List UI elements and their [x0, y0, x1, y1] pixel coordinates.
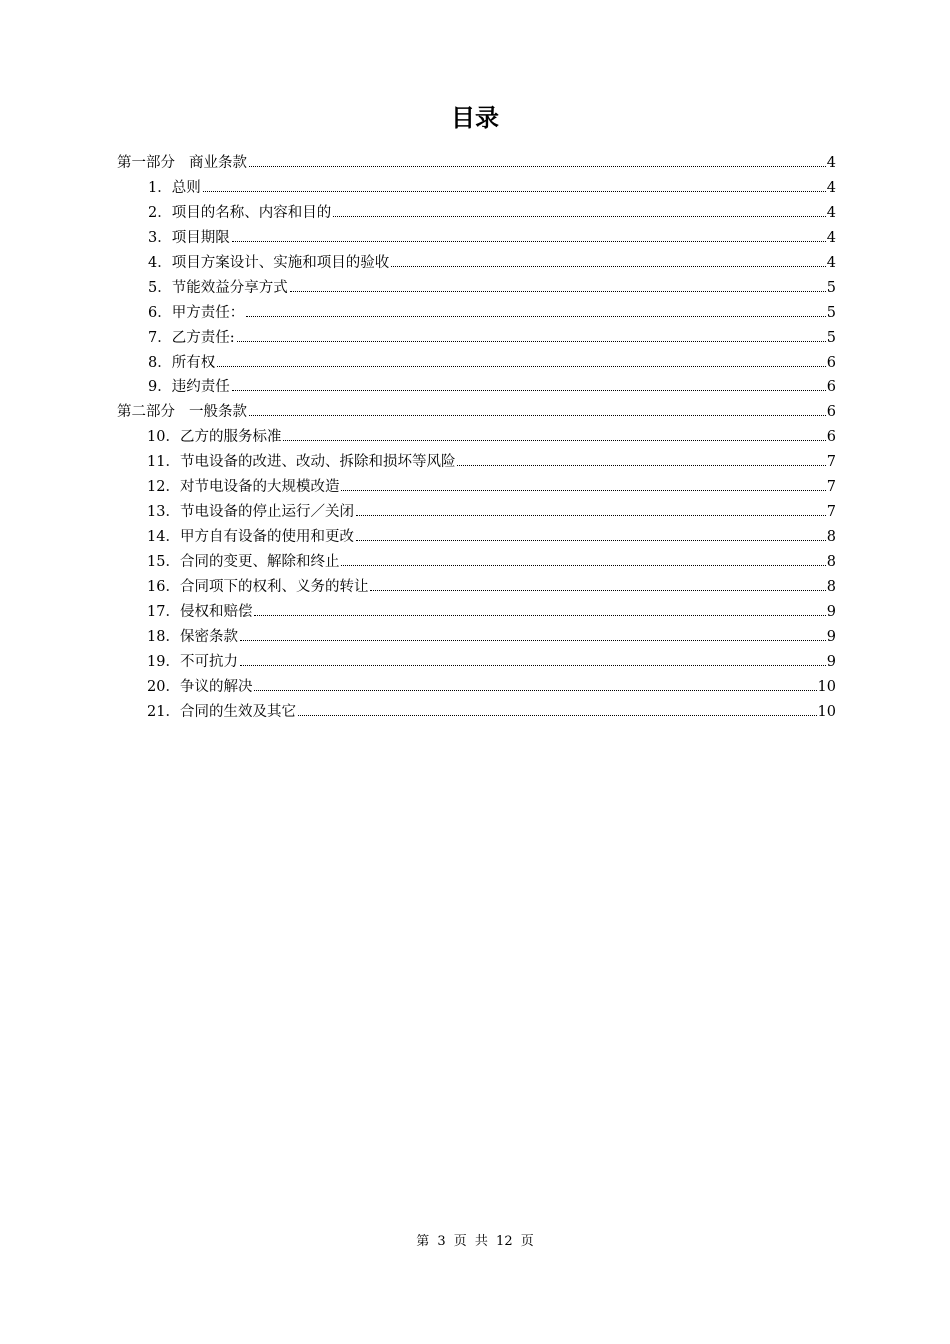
toc-entry-label	[147, 675, 252, 700]
toc-entry[interactable]	[117, 375, 836, 400]
page-title: 目录	[451, 104, 499, 132]
toc-dot-leader	[370, 590, 825, 591]
toc-entry-label	[147, 425, 281, 450]
toc-page-number: 7	[826, 479, 836, 496]
toc-entry[interactable]	[117, 276, 836, 301]
toc-entry-label-text: 第二部分	[117, 404, 175, 421]
toc-entry[interactable]	[117, 151, 836, 176]
toc-dot-leader	[254, 690, 816, 691]
toc-entry-label-text: 10．乙方的服务标准	[147, 429, 282, 446]
toc-entry-label	[148, 226, 230, 251]
toc-page-number: 10	[817, 678, 836, 695]
toc-entry-label	[148, 326, 235, 351]
toc-dot-leader	[237, 341, 826, 342]
toc-entry-label	[147, 475, 339, 500]
toc-entry[interactable]	[117, 525, 836, 550]
toc-entry[interactable]	[117, 450, 836, 475]
toc-entry-label-text: 5．节能效益分享方式	[148, 279, 288, 296]
toc-entry-label-text: 17．侵权和赔偿	[147, 603, 253, 620]
toc-entry-label	[147, 650, 238, 675]
toc-entry[interactable]	[117, 176, 836, 201]
toc-entry-label	[148, 176, 201, 201]
toc-dot-leader	[203, 191, 826, 192]
toc-dot-leader	[298, 715, 817, 716]
toc-entry-label	[148, 276, 288, 301]
toc-entry-label-text: 6．甲方责任：	[148, 304, 245, 321]
toc-page-number: 8	[826, 529, 836, 546]
toc-dot-leader	[240, 665, 826, 666]
toc-entry-label-text: 7．乙方责任:	[148, 329, 235, 346]
toc-entry[interactable]	[117, 475, 836, 500]
toc-entry[interactable]	[117, 301, 836, 326]
toc-entry-label-text: 8．所有权	[148, 354, 216, 371]
toc-dot-leader	[457, 465, 825, 466]
toc-dot-leader	[290, 291, 826, 292]
toc-dot-leader	[391, 266, 826, 267]
toc-page-number: 9	[826, 628, 836, 645]
toc-dot-leader	[240, 640, 826, 641]
toc-entry-label-text: 13．节电设备的停止运行／关闭	[147, 504, 354, 521]
toc-page-number: 4	[826, 229, 836, 246]
toc-entry-label-text: 16．合同项下的权利、义务的转让	[147, 578, 369, 595]
toc-entry-label-text: 18．保密条款	[147, 628, 238, 645]
toc-page-number: 6	[826, 404, 836, 421]
toc-entry-label	[148, 251, 389, 276]
toc-entry-label-text: 11．节电设备的改进、改动、拆除和损坏等风险	[147, 454, 456, 471]
toc-dot-leader	[232, 241, 826, 242]
toc-entry-label	[147, 525, 354, 550]
toc-dot-leader	[356, 540, 826, 541]
toc-page-number: 5	[826, 279, 836, 296]
toc-page-number: 5	[826, 304, 836, 321]
toc-entry-label	[148, 351, 215, 376]
toc-page-number: 6	[826, 429, 836, 446]
toc-page-number: 9	[826, 603, 836, 620]
toc-entry-label-text: 9．违约责任	[148, 379, 230, 396]
toc-dot-leader	[249, 166, 826, 167]
toc-entry-label-text: 15．合同的变更、解除和终止	[147, 554, 340, 570]
toc-page-number: 10	[817, 703, 836, 720]
toc-page-number: 4	[826, 179, 836, 196]
toc-dot-leader	[254, 615, 825, 616]
toc-dot-leader	[249, 415, 826, 416]
toc-page-number: 5	[826, 329, 836, 346]
toc-entry-label	[147, 575, 368, 600]
toc-page-number: 7	[826, 504, 836, 521]
toc-entry-label-text: 19．不可抗力	[147, 653, 238, 670]
toc-dot-leader	[246, 316, 826, 317]
toc-entry-label	[147, 600, 252, 625]
toc-page-number: 8	[826, 578, 836, 595]
page-footer: 第 3 页 共 12 页	[416, 1234, 534, 1249]
toc-entry-subtitle: 商业条款	[189, 155, 247, 171]
toc-entry-label-text: 20．争议的解决	[147, 678, 253, 695]
toc-entry[interactable]	[117, 351, 836, 376]
toc-dot-leader	[356, 515, 826, 516]
toc-entry-label	[148, 375, 230, 400]
toc-page-number: 4	[826, 254, 836, 271]
toc-page-number: 6	[826, 379, 836, 396]
toc-entry[interactable]	[117, 550, 836, 575]
toc-entry[interactable]	[117, 500, 836, 525]
toc-entry-label-text: 1．总则	[148, 179, 201, 196]
toc-entry-label-text: 2．项目的名称、内容和目的	[148, 204, 332, 221]
toc-dot-leader	[232, 390, 826, 391]
toc-entry-label	[148, 201, 331, 226]
toc-entry[interactable]	[117, 425, 836, 450]
toc-entry-label-text: 3．项目期限	[148, 229, 230, 246]
toc-page-number: 9	[826, 653, 836, 670]
toc-entry[interactable]	[117, 226, 836, 251]
toc-entry[interactable]	[117, 575, 836, 600]
toc-entry[interactable]	[117, 201, 836, 226]
toc-dot-leader	[333, 216, 826, 217]
toc-entry[interactable]	[117, 326, 836, 351]
toc-entry-label	[148, 301, 244, 326]
toc-entry-label-text: 12．对节电设备的大规模改造	[147, 479, 340, 496]
toc-dot-leader	[341, 565, 825, 566]
toc-entry-label	[147, 550, 339, 575]
toc-entry[interactable]	[117, 625, 836, 650]
toc-entry-label	[117, 400, 247, 425]
toc-entry[interactable]	[117, 700, 836, 725]
toc-dot-leader	[217, 366, 826, 367]
toc-entry-label	[147, 625, 238, 650]
toc-dot-leader	[341, 490, 825, 491]
toc-entry-label-text: 第一部分	[117, 155, 175, 171]
toc-page-number: 4	[826, 204, 836, 221]
toc-entry[interactable]	[117, 400, 836, 425]
toc-page-number: 7	[826, 454, 836, 471]
toc-entry-label	[147, 450, 455, 475]
toc-page-number: 8	[826, 554, 836, 570]
toc-dot-leader	[283, 440, 825, 441]
toc-entry-subtitle: 一般条款	[189, 404, 247, 421]
toc-entry-label	[147, 500, 354, 525]
toc-entry[interactable]	[117, 650, 836, 675]
toc-entry[interactable]	[117, 251, 836, 276]
toc-entry-label-text: 14．甲方自有设备的使用和更改	[147, 529, 354, 546]
table-of-contents	[117, 151, 836, 725]
toc-page-number: 6	[826, 354, 836, 371]
toc-entry[interactable]	[117, 675, 836, 700]
toc-page-number: 4	[826, 155, 836, 171]
toc-entry-label	[117, 151, 247, 176]
toc-entry[interactable]	[117, 600, 836, 625]
toc-entry-label-text: 21．合同的生效及其它	[147, 703, 296, 720]
toc-entry-label-text: 4．项目方案设计、实施和项目的验收	[148, 254, 390, 271]
toc-entry-label	[147, 700, 296, 725]
